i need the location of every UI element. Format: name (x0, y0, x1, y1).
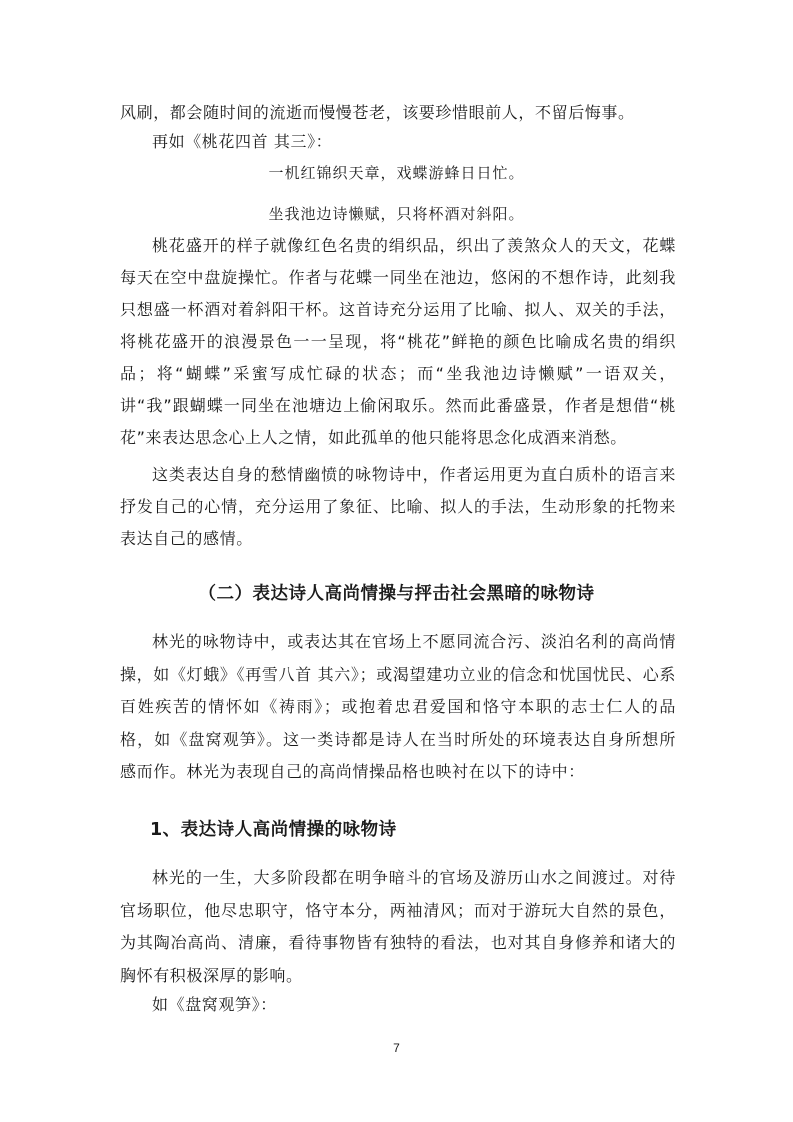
paragraph-example-intro: 再如《桃花四首 其三》： (152, 132, 333, 151)
paragraph-summary: 这类表达自身的愁情幽愤的咏物诗中，作者运用更为直白质朴的语言来抒发自己的心情，充分运用了象征、比喻、拟人的手法，生动形象的托物来表达自己的感情。 (120, 465, 676, 548)
paragraph-section-intro: 林光的咏物诗中，或表达其在官场上不愿同流合污、淡泊名利的高尚情操，如《灯蛾》《再雪八首 其六》；或渴望建功立业的信念和忧国忧民、心系百姓疾苦的情怀如《祷雨》；或抱着忠君爱国和恪守本职的志士仁人的品格，如《盘窝观笋》。这一类诗都是诗人在当时所处的环境表达自身所想所感而作。林光为表现自己的高尚情操品格也映衬在以下的诗中： (120, 632, 676, 781)
page-number: 7 (393, 1041, 400, 1055)
poem-line-1: 一机红锦织天章，戏蝶游蜂日日忙。 (268, 164, 525, 182)
paragraph-continuation: 风刷，都会随时间的流逝而慢慢苍老，该要珍惜眼前人，不留后悔事。 (120, 103, 635, 122)
paragraph-analysis: 桃花盛开的样子就像红色名贵的绢织品，织出了羡煞众人的天文，花蝶每天在空中盘旋操忙。作者与花蝶一同坐在池边，悠闲的不想作诗，此刻我只想盛一杯酒对着斜阳干杯。这首诗充分运用了比喻、拟人、双关的手法，将桃花盛开的浪漫景色一一呈现，将“桃花”鲜艳的颜色比喻成名贵的绢织品；将“蝴蝶”采蜜写成忙碌的状态；而“坐我池边诗懒赋”一语双关，讲“我”跟蝴蝶一同坐在池塘边上偷闲取乐。然而此番盛景，作者是想借“桃花”来表达思念心上人之情，如此孤单的他只能将思念化成酒来消愁。 (120, 236, 676, 447)
paragraph-life: 林光的一生，大多阶段都在明争暗斗的官场及游历山水之间渡过。对待官场职位，他尽忠职守，恪守本分，两袖清风；而对于游玩大自然的景色，为其陶冶高尚、清廉，看待事物皆有独特的看法，也对其自身修养和诸大的胸怀有积极深厚的影响。 (120, 868, 676, 985)
paragraph-example-2: 如《盘窝观笋》： (152, 995, 277, 1014)
subsection-heading: 1、表达诗人高尚情操的咏物诗 (150, 820, 397, 840)
poem-line-2: 坐我池边诗懒赋，只将杯酒对斜阳。 (268, 205, 525, 223)
section-heading: （二）表达诗人高尚情操与抨击社会黑暗的咏物诗 (198, 584, 595, 604)
